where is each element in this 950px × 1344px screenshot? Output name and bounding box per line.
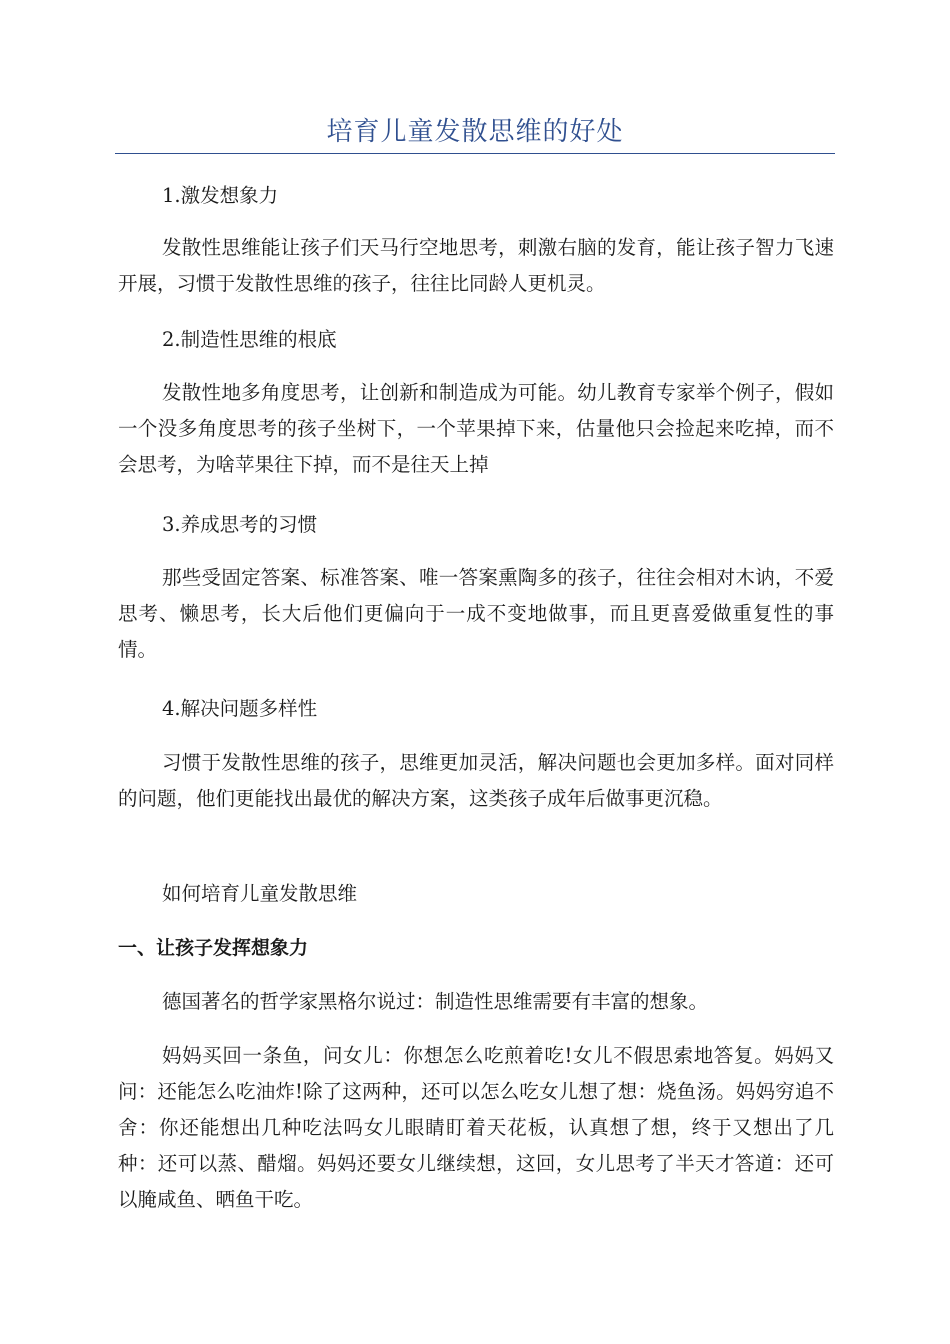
title-underline: [115, 153, 835, 154]
paragraph-2: 发散性地多角度思考，让创新和制造成为可能。幼儿教育专家举个例子，假如一个没多角度思考的孩子坐树下，一个苹果掉下来，估量他只会捡起来吃掉，而不会思考，为啥苹果往下掉，而不是往天上掉: [118, 381, 834, 476]
section-heading-3: 3.养成思考的习惯: [162, 513, 318, 536]
section-heading-2: 2.制造性思维的根底: [162, 328, 337, 351]
paragraph-1: 发散性思维能让孩子们天马行空地思考，刺激右脑的发育，能让孩子智力飞速开展，习惯于发散性思维的孩子，往往比同龄人更机灵。: [118, 236, 834, 295]
paragraph-5: 德国著名的哲学家黑格尔说过：制造性思维需要有丰富的想象。: [162, 990, 709, 1013]
paragraph-3: 那些受固定答案、标准答案、唯一答案熏陶多的孩子，往往会相对木讷，不爱思考、懒思考，长大后他们更偏向于一成不变地做事，而且更喜爱做重复性的事情。: [118, 566, 834, 661]
section-heading-1: 1.激发想象力: [162, 184, 279, 207]
bold-heading-1: 一、让孩子发挥想象力: [118, 937, 309, 959]
paragraph-6: 妈妈买回一条鱼，问女儿：你想怎么吃煎着吃!女儿不假思索地答复。妈妈又问：还能怎么吃油炸!除了这两种，还可以怎么吃女儿想了想：烧鱼汤。妈妈穷追不舍：你还能想出几种吃法吗女儿眼睛盯着天花板，认真想了想，终于又想出了几种：还可以蒸、醋熘。妈妈还要女儿继续想，这回，女儿思考了半天才答道：还可以腌咸鱼、晒鱼干吃。: [118, 1044, 834, 1211]
subsection-intro: 如何培育儿童发散思维: [162, 882, 358, 905]
section-heading-4: 4.解决问题多样性: [162, 697, 318, 720]
page-title: 培育儿童发散思维的好处: [326, 117, 624, 147]
paragraph-4: 习惯于发散性思维的孩子，思维更加灵活，解决问题也会更加多样。面对同样的问题，他们更能找出最优的解决方案，这类孩子成年后做事更沉稳。: [118, 751, 834, 810]
